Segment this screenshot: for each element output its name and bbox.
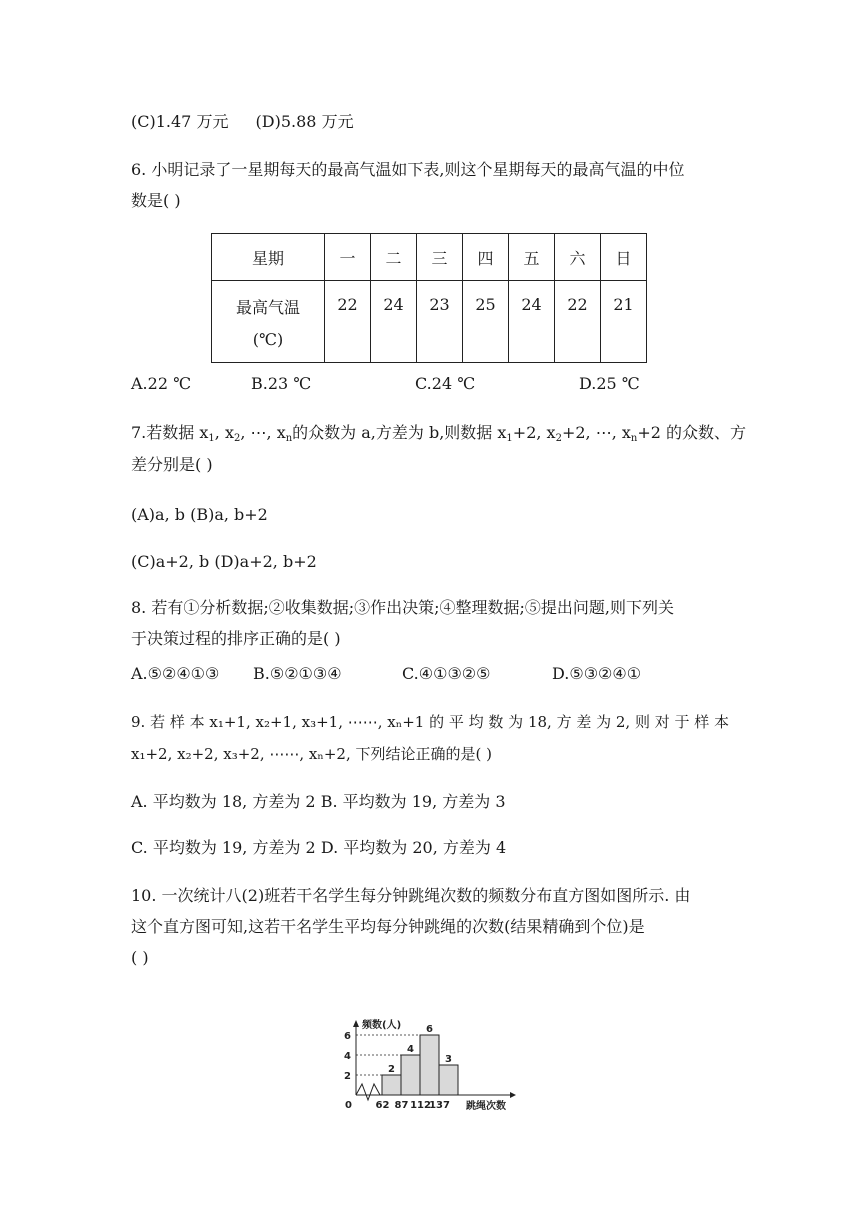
y-tick-label: 4 [344, 1051, 351, 1062]
histogram-bar [401, 1055, 420, 1095]
q6-option-d: D.25 ℃ [579, 374, 640, 393]
table-cell-day: 日 [601, 234, 647, 281]
bar-data-label: 2 [388, 1064, 395, 1075]
q5-option-c: (C)1.47 万元 [131, 112, 229, 131]
origin-label: 0 [345, 1100, 352, 1111]
bar-data-label: 4 [407, 1044, 414, 1055]
x-axis-arrow [510, 1092, 516, 1098]
y-tick-label: 2 [344, 1071, 351, 1082]
table-header-temp-unit: (℃) [252, 330, 284, 349]
q6-option-b: B.23 ℃ [251, 374, 312, 393]
table-row-days [212, 234, 647, 281]
histogram-bar [439, 1065, 458, 1095]
q6-stem-line2: 数是( ) [131, 191, 181, 210]
table-header-temp-label: 最高气温 [235, 298, 300, 317]
q5-options-cd [131, 111, 354, 133]
x-tick-label: 87 [394, 1100, 409, 1111]
q7-options-cd: (C)a+2, b (D)a+2, b+2 [131, 552, 317, 571]
x-axis-label: 跳绳次数 [466, 1101, 506, 1112]
x-tick-label: 62 [375, 1100, 390, 1111]
q9-stem-line2: x₁+2, x₂+2, x₃+2, ⋯⋯, xₙ+2, 下列结论正确的是( ) [131, 745, 492, 763]
bar-data-label: 3 [445, 1054, 452, 1065]
table-cell-temp: 24 [509, 281, 555, 363]
x-tick-label: 137 [429, 1100, 450, 1111]
table-cell-temp: 24 [371, 281, 417, 363]
q8-stem-line1: 8. 若有①分析数据;②收集数据;③作出决策;④整理数据;⑤提出问题,则下列关 [131, 598, 675, 617]
q10-stem-line3: ( ) [131, 948, 149, 967]
q8-option-d: D.⑤③②④① [552, 664, 642, 683]
table-header-day: 星期 [212, 234, 325, 281]
y-axis-label: 频数(人) [362, 1020, 402, 1031]
q7-stem-line2: 差分别是( ) [131, 455, 213, 474]
q7-stem-line1: 7.若数据 $x_1$, $x_2$, ⋯, $x_n$的众数为 a,方差为 b,则数据 $x_1+2$, $x_2+2$, ⋯, $x_n+2$ 的众数、方 [131, 423, 747, 444]
q7-stem-mid: 的众数为 a,方差为 b,则数据 x [292, 423, 507, 442]
table-cell-temp: 25 [463, 281, 509, 363]
table-cell-day: 六 [555, 234, 601, 281]
temperature-table [211, 233, 647, 363]
q8-option-b: B.⑤②①③④ [253, 664, 342, 683]
table-cell-temp: 22 [325, 281, 371, 363]
q7-options-ab: (A)a, b (B)a, b+2 [131, 505, 268, 524]
table-cell-temp: 23 [417, 281, 463, 363]
jump-rope-histogram [335, 1018, 525, 1113]
histogram-bar [420, 1035, 439, 1095]
q6-stem-line1: 6. 小明记录了一星期每天的最高气温如下表,则这个星期每天的最高气温的中位 [131, 160, 685, 179]
q7-stem-end: +2 的众数、方 [637, 423, 747, 442]
y-tick-label: 6 [344, 1031, 351, 1042]
q9-options-ab: A. 平均数为 18, 方差为 2 B. 平均数为 19, 方差为 3 [131, 792, 506, 811]
q9-stem-line1: 9. 若 样 本 x₁+1, x₂+1, x₃+1, ⋯⋯, xₙ+1 的 平 均 数 为 18, 方 差 为 2, 则 对 于 样 本 [131, 713, 730, 731]
table-cell-day: 四 [463, 234, 509, 281]
table-cell-temp: 21 [601, 281, 647, 363]
q8-stem-line2: 于决策过程的排序正确的是( ) [131, 629, 341, 648]
axis-break [356, 1084, 382, 1100]
table-cell-day: 三 [417, 234, 463, 281]
q5-option-d: (D)5.88 万元 [255, 112, 354, 131]
q8-option-c: C.④①③②⑤ [402, 664, 491, 683]
x-tick-label: 112 [410, 1100, 431, 1111]
q7-stem-prefix: 7.若数据 x [131, 423, 209, 442]
table-cell-day: 一 [325, 234, 371, 281]
q10-stem-line1: 10. 一次统计八(2)班若干名学生每分钟跳绳次数的频数分布直方图如图所示. 由 [131, 886, 691, 905]
q6-option-a: A.22 ℃ [131, 374, 191, 393]
table-cell-temp: 22 [555, 281, 601, 363]
q6-option-c: C.24 ℃ [415, 374, 476, 393]
q9-options-cd: C. 平均数为 19, 方差为 2 D. 平均数为 20, 方差为 4 [131, 838, 507, 857]
bar-data-label: 6 [426, 1024, 433, 1035]
table-row-temps [212, 281, 647, 363]
table-cell-day: 二 [371, 234, 417, 281]
q10-stem-line2: 这个直方图可知,这若干名学生平均每分钟跳绳的次数(结果精确到个位)是 [131, 917, 645, 936]
table-cell-day: 五 [509, 234, 555, 281]
table-header-temp [212, 281, 325, 363]
y-axis-arrow [353, 1020, 359, 1027]
q8-option-a: A.⑤②④①③ [131, 664, 220, 683]
histogram-bar [382, 1075, 401, 1095]
